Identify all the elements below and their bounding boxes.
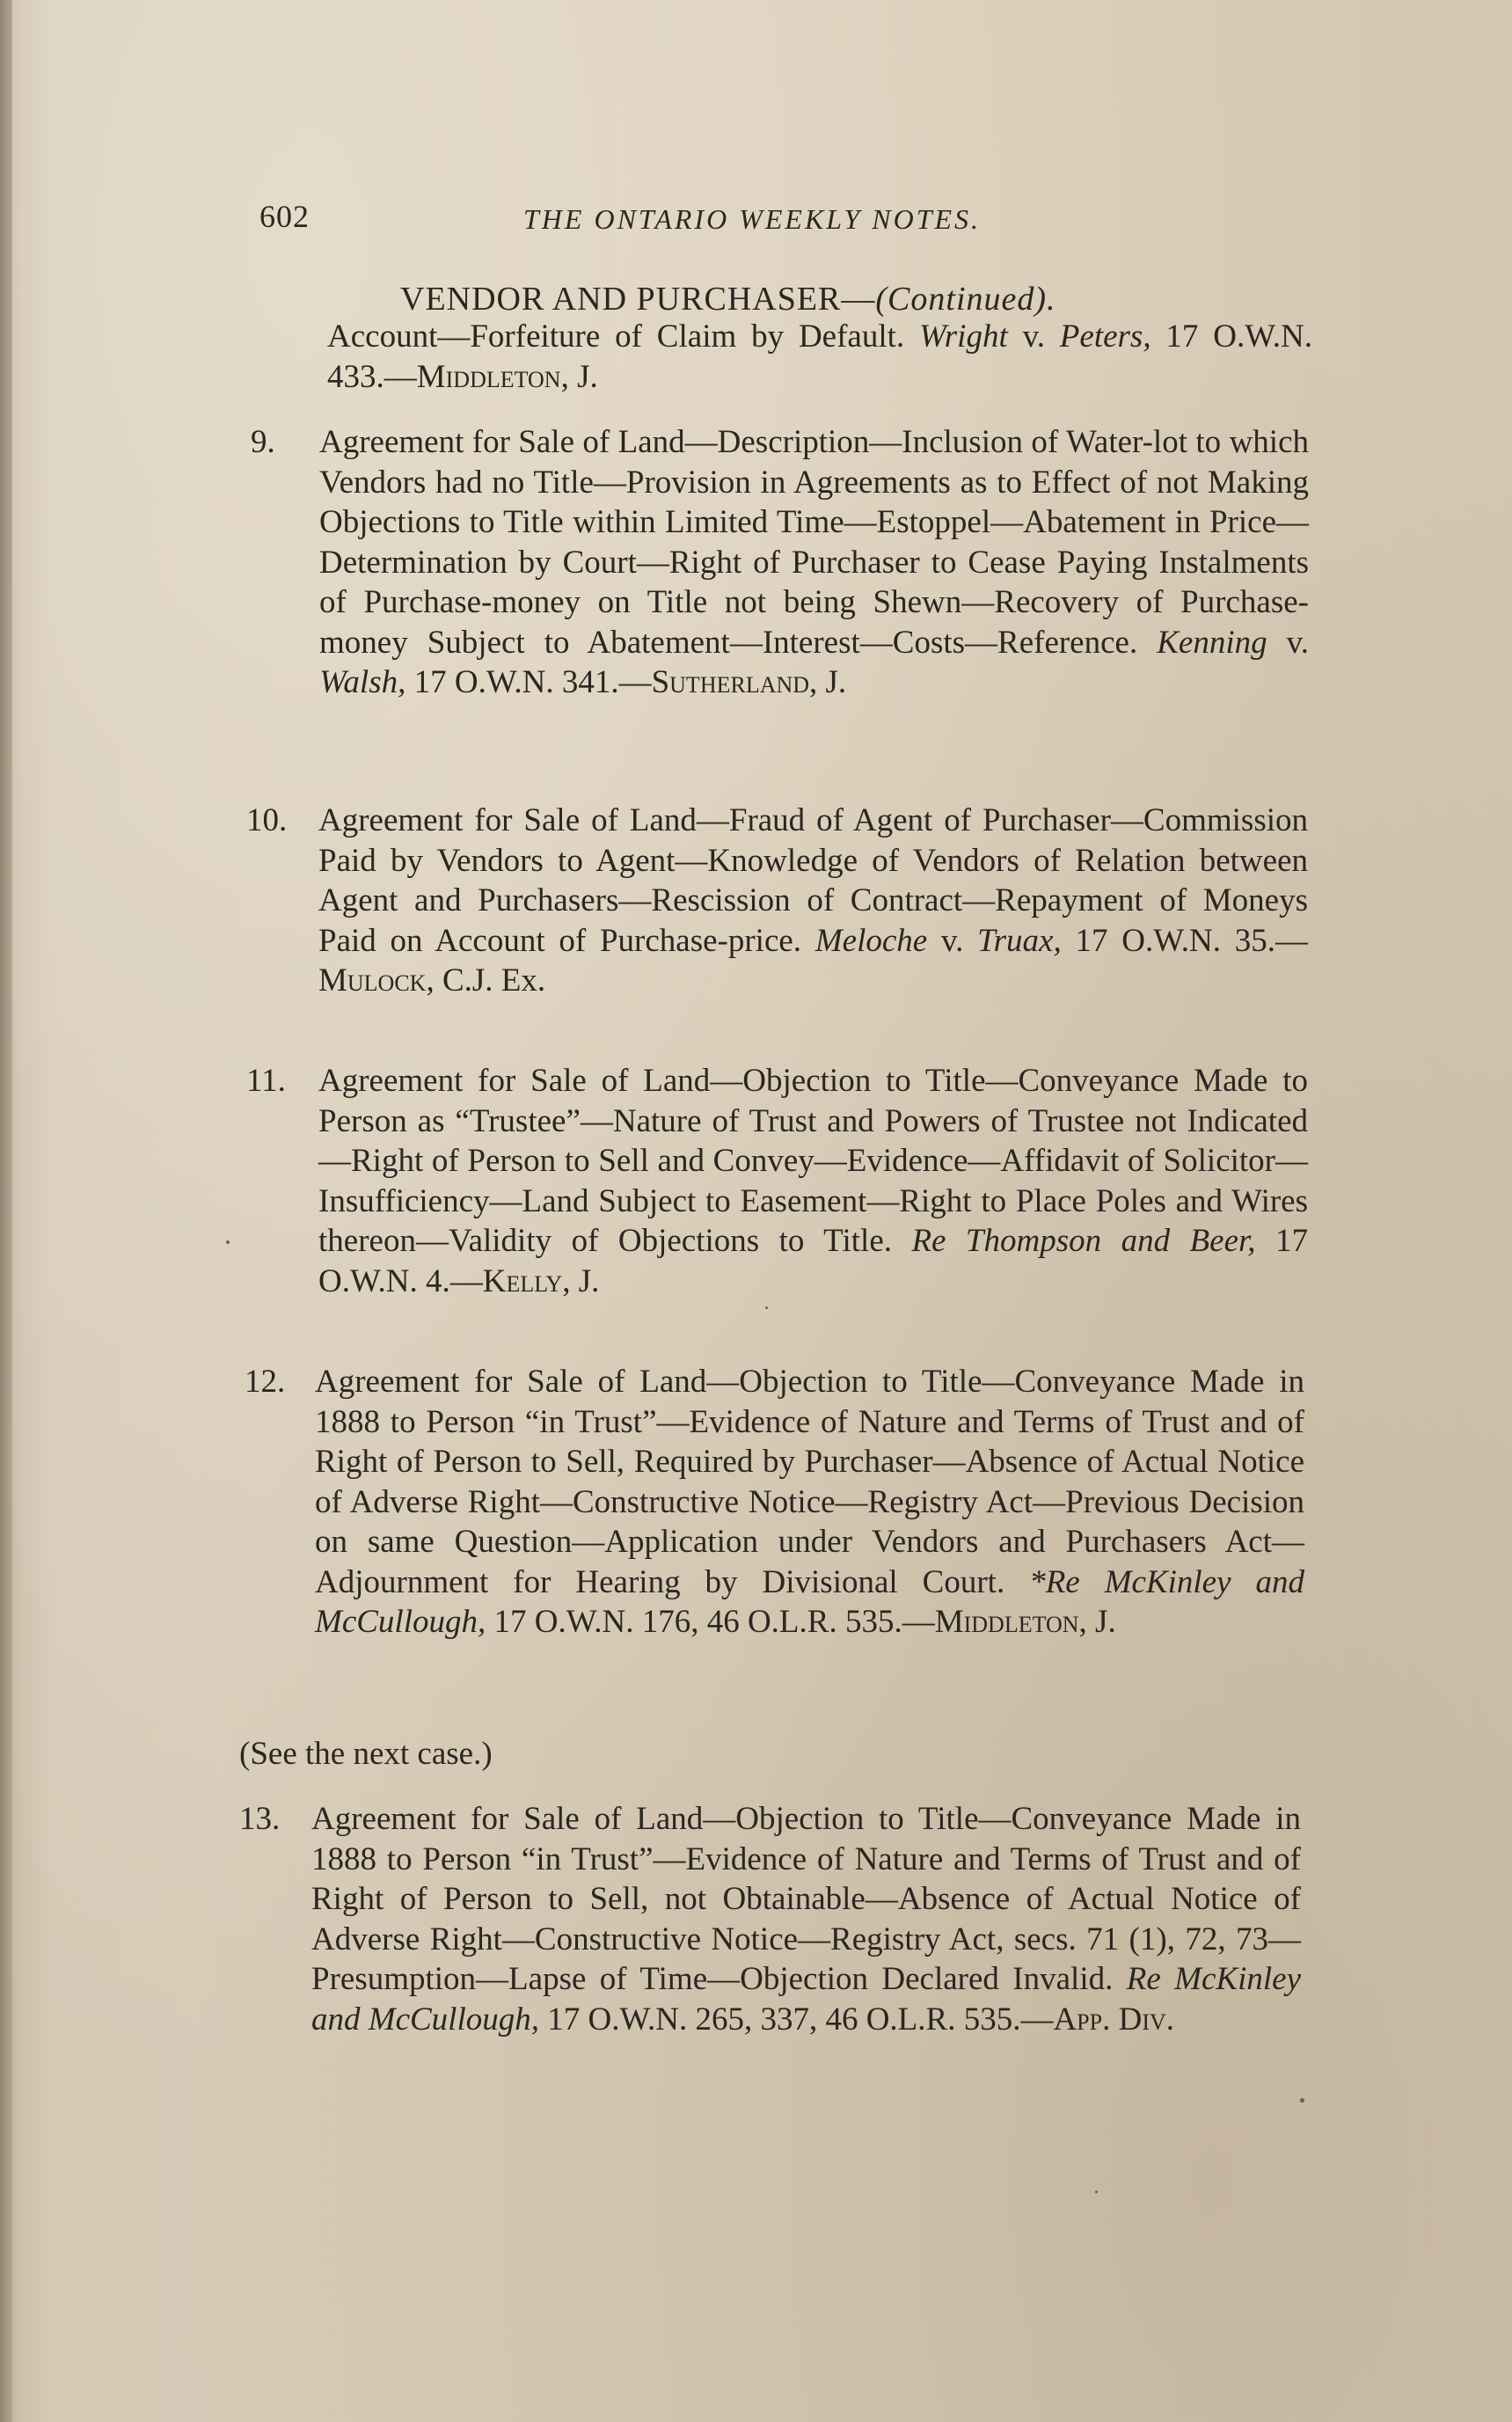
entry-body (319, 422, 1309, 703)
case-name: Re Thompson and Beer, (911, 1223, 1256, 1259)
entry-body (318, 1061, 1308, 1301)
versus: v. (1007, 318, 1060, 355)
entry-number: 11. (246, 1063, 286, 1099)
entry-text: Agreement for Sale of Land—Objection to Title—Conveyance Made in 1888 to Person “in Trust”—Evidence of Nature and Terms of Trust and of Right of Person to Sell, Required by Purchaser—Absence of Actual Notice of Adverse Right—Constructive Notice—Registry Act—Previous Decision on same Question—Application under Vendors and Purchasers Act—Adjournment for Hearing by Divisional Court. (315, 1364, 1304, 1600)
judge: Mulock (318, 962, 427, 999)
paper-speck (1300, 2098, 1304, 2103)
carryover-text: Account—Forfeiture of Claim by Default. (327, 318, 919, 355)
paper-speck (226, 1240, 230, 1244)
judge-suffix: , J. (1078, 1604, 1116, 1640)
carryover-entry (327, 317, 1312, 397)
entry-text: Agreement for Sale of Land—Description—Inclusion of Water-lot to which Vendors had no Title—Provision in Agreements as to Effect of not Making Objections to Title within Limited Time—Estoppel—Abatement in Price—Determination by Court—Right of Purchaser to Cease Paying Instalments of Purchase-money on Title not being Shewn—Recovery of Purchase-money Subject to Abatement—Interest—Costs—Reference. (319, 424, 1309, 661)
entry-text: Agreement for Sale of Land—Objection to Title—Conveyance Made in 1888 to Person “in Trust”—Evidence of Nature and Terms of Trust and of Right of Person to Sell, not Obtainable—Absence of Actual Notice of Adverse Right—Constructive Notice—Registry Act, secs. 71 (1), 72, 73—Presumption—Lapse of Time—Objection Declared Invalid. (311, 1801, 1301, 1997)
entry-number: 9. (251, 424, 275, 460)
section-heading-title: VENDOR AND PURCHASER— (400, 281, 876, 318)
case-party-a: Wright (919, 318, 1008, 355)
citation: 17 O.W.N. 433.— (327, 318, 1312, 395)
judge-suffix: , J. (562, 1262, 600, 1299)
judge-suffix: , J. (560, 358, 598, 395)
digest-entry-9 (251, 422, 1315, 703)
digest-entry-11 (246, 1061, 1311, 1301)
versus: v. (927, 922, 978, 959)
citation: 17 O.W.N. 265, 337, 46 O.L.R. 535.— (538, 2001, 1054, 2038)
entry-number: 12. (245, 1364, 286, 1400)
digest-entry-13 (239, 1799, 1304, 2039)
digest-entry-12 (245, 1362, 1309, 1643)
judge: App. Div. (1053, 2001, 1174, 2038)
entry-number: 10. (246, 802, 288, 838)
case-party-b: Truax, (977, 922, 1062, 959)
paper-speck (765, 1306, 768, 1309)
entry-body (311, 1799, 1301, 2039)
section-heading-continued: (Continued). (875, 281, 1056, 318)
section-heading (400, 280, 1056, 318)
judge: Middleton (934, 1604, 1079, 1640)
page-header (259, 198, 1306, 251)
citation: 17 O.W.N. 4.— (318, 1223, 1309, 1299)
case-name: *Re McKinley and McCullough, (315, 1563, 1304, 1640)
judge-suffix: , J. (809, 664, 847, 700)
running-title: THE ONTARIO WEEKLY NOTES. (523, 203, 982, 235)
judge-suffix: , C.J. Ex. (426, 962, 546, 999)
judge: Sutherland (651, 664, 810, 700)
page-spine-shadow (0, 0, 12, 2422)
case-party-a: Kenning (1157, 624, 1267, 661)
entry-body (315, 1362, 1304, 1643)
entry-text: Agreement for Sale of Land—Fraud of Agent of Purchaser—Commission Paid by Vendors to Agent—Knowledge of Vendors of Relation between Agent and Purchasers—Rescission of Contract—Repayment of Moneys Paid on Account of Purchase-price. (318, 802, 1308, 959)
case-party-b: Walsh, (319, 664, 406, 700)
judge: Middleton (416, 358, 561, 395)
entry-body (318, 801, 1308, 1001)
entry-number: 13. (239, 1801, 281, 1837)
case-party-b: Peters, (1059, 318, 1151, 355)
judge: Kelly (482, 1262, 563, 1299)
digest-entry-10 (246, 801, 1311, 1001)
see-next-case-note: (See the next case.) (239, 1736, 493, 1772)
citation: 17 O.W.N. 176, 46 O.L.R. 535.— (486, 1604, 935, 1640)
page-number: 602 (259, 199, 310, 234)
case-party-a: Meloche (814, 922, 928, 959)
entry-text: Agreement for Sale of Land—Objection to Title—Conveyance Made to Person as “Trustee”—Nature of Trust and Powers of Trustee not Indicated—Right of Person to Sell and Convey—Evidence—Affidavit of Solicitor—Insufficiency—Land Subject to Easement—Right to Place Poles and Wires thereon—Validity of Objections to Title. (318, 1063, 1308, 1259)
paper-speck (1095, 2191, 1098, 2193)
citation: 17 O.W.N. 35.— (1061, 922, 1308, 959)
citation: 17 O.W.N. 341.— (405, 664, 652, 700)
case-name: Re McKinley and McCullough, (311, 1961, 1301, 2038)
versus: v. (1267, 624, 1309, 661)
